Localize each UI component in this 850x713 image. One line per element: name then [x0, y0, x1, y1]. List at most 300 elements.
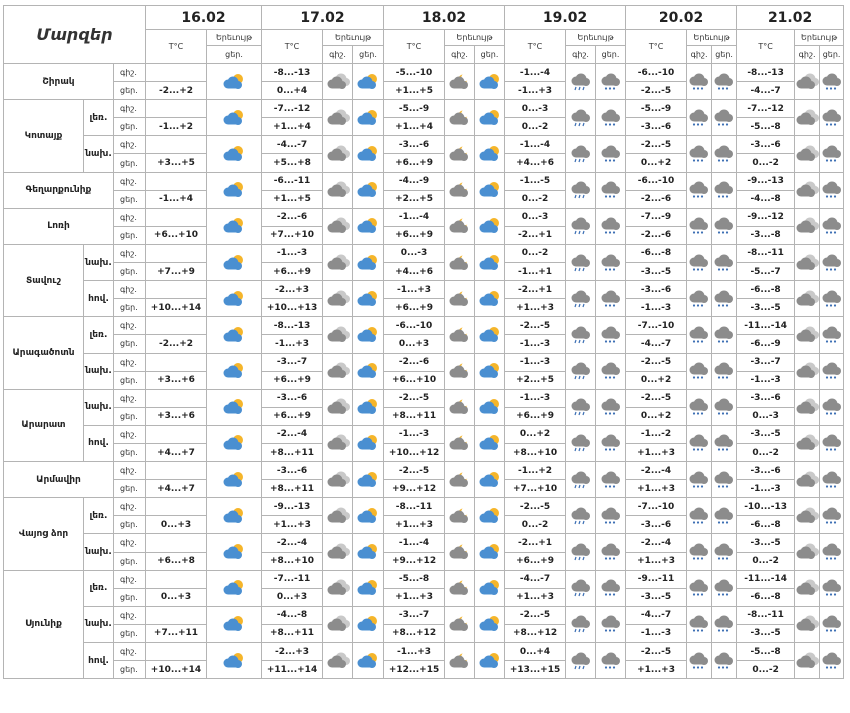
temp-value: -3...-5	[737, 624, 795, 642]
table-row	[4, 317, 844, 335]
period-label: գիշ.	[114, 281, 146, 299]
temp-value: -1...+3	[505, 82, 566, 100]
temp-value: 0...-3	[505, 208, 566, 226]
weather-icon-cell	[687, 244, 712, 280]
temp-value: -2...-5	[626, 82, 687, 100]
period-label: գիշ.	[114, 389, 146, 407]
weather-icon-cell	[820, 208, 844, 244]
temp-value: -7...-12	[262, 100, 323, 118]
weather-icon-cell	[207, 643, 262, 679]
dark-cloud-icon	[795, 471, 819, 489]
temp-value: -1...-3	[737, 371, 795, 389]
temp-value: -4...-7	[505, 570, 566, 588]
temp-value: -2...-4	[262, 425, 323, 443]
dark-cloud-icon	[326, 579, 350, 597]
temp-value: -3...-5	[626, 263, 687, 281]
region-name: Սյունիք	[4, 570, 84, 679]
weather-icon-cell	[475, 100, 505, 136]
temp-value: -1...+2	[505, 462, 566, 480]
weather-icon-cell	[323, 353, 353, 389]
temp-value	[146, 462, 207, 480]
sun-cloud-icon	[356, 543, 380, 561]
temp-value: 0...-3	[384, 244, 445, 262]
weather-icon-cell	[207, 136, 262, 172]
weather-icon-cell	[475, 389, 505, 425]
weather-icon-cell	[687, 208, 712, 244]
temp-value: -3...-5	[737, 534, 795, 552]
weather-icon-cell	[596, 136, 626, 172]
temp-value: -6...-10	[384, 317, 445, 335]
weather-icon-cell	[566, 281, 596, 317]
temp-value: -7...-12	[737, 100, 795, 118]
temp-value: -3...-6	[737, 389, 795, 407]
weather-icon-cell	[596, 317, 626, 353]
cloud-snow-icon	[712, 471, 736, 489]
temp-value: +10...+13	[262, 299, 323, 317]
temp-value: -4...-7	[626, 606, 687, 624]
weather-icon-cell	[596, 100, 626, 136]
weather-icon-cell	[820, 534, 844, 570]
temp-value: 0...-2	[505, 516, 566, 534]
zone-name: լեռ.	[84, 570, 114, 606]
temp-value: +1...+3	[384, 588, 445, 606]
temp-value: -5...-8	[737, 643, 795, 661]
temp-value: -2...-5	[505, 498, 566, 516]
zone-name: հով.	[84, 643, 114, 679]
cloud-snow-icon	[599, 398, 623, 416]
temp-value: 0...+2	[626, 407, 687, 425]
sun-cloud-icon	[222, 181, 246, 199]
period-label: ցեր.	[114, 661, 146, 679]
temp-value	[146, 244, 207, 262]
period-label: ցեր.	[114, 407, 146, 425]
weather-icon-cell	[712, 389, 737, 425]
dark-cloud-icon	[795, 398, 819, 416]
temp-value: -1...+1	[505, 263, 566, 281]
weather-icon-cell	[687, 643, 712, 679]
temp-value: -1...-4	[384, 208, 445, 226]
sun-cloud-icon	[478, 615, 502, 633]
period-label: ցեր.	[114, 299, 146, 317]
temp-value: 0...-2	[505, 118, 566, 136]
period-label: ցեր.	[114, 226, 146, 244]
sun-cloud-icon	[222, 434, 246, 452]
weather-icon-cell	[207, 100, 262, 136]
moon-cloud-icon	[448, 398, 472, 416]
weather-icon-cell	[795, 100, 820, 136]
sun-cloud-icon	[478, 579, 502, 597]
weather-icon-cell	[795, 534, 820, 570]
temp-label: T°C	[626, 30, 687, 64]
weather-icon-cell	[596, 64, 626, 100]
temp-value: -6...-10	[626, 172, 687, 190]
weather-icon-cell	[820, 606, 844, 642]
temp-value: 0...+3	[262, 588, 323, 606]
temp-value: +3...+6	[146, 371, 207, 389]
weather-icon-cell	[323, 208, 353, 244]
weather-icon-cell	[353, 425, 384, 461]
temp-value	[146, 643, 207, 661]
weather-icon-cell	[323, 606, 353, 642]
sun-cloud-icon	[478, 434, 502, 452]
temp-value: -7...-9	[626, 208, 687, 226]
period-night-label: գիշ.	[566, 46, 596, 64]
period-label: գիշ.	[114, 244, 146, 262]
moon-cloud-icon	[448, 254, 472, 272]
temp-value: -6...-8	[626, 244, 687, 262]
cloud-snow-icon	[820, 543, 844, 561]
weather-icon-cell	[795, 353, 820, 389]
temp-value: -2...+1	[505, 534, 566, 552]
weather-icon-cell	[475, 353, 505, 389]
weather-icon-cell	[475, 643, 505, 679]
temp-value: -4...-7	[737, 82, 795, 100]
weather-icon-cell	[687, 389, 712, 425]
cloud-snow-icon	[712, 145, 736, 163]
cloud-snow-icon	[820, 507, 844, 525]
temp-value: -4...-8	[737, 190, 795, 208]
weather-icon-cell	[795, 425, 820, 461]
weather-icon-cell	[795, 498, 820, 534]
cloud-snow-icon	[687, 326, 711, 344]
cloud-snow-icon	[687, 73, 711, 91]
weather-icon-cell	[207, 281, 262, 317]
weather-icon-cell	[323, 570, 353, 606]
period-label: ցեր.	[114, 190, 146, 208]
dark-cloud-icon	[795, 181, 819, 199]
cloud-snow-icon	[687, 434, 711, 452]
temp-value	[146, 64, 207, 82]
dark-cloud-icon	[795, 217, 819, 235]
weather-icon-cell	[353, 208, 384, 244]
temp-value	[146, 100, 207, 118]
weather-label: Երեւույթ	[687, 30, 737, 46]
cloud-snow-icon	[712, 254, 736, 272]
temp-value: -2...-4	[626, 534, 687, 552]
weather-icon-cell	[687, 136, 712, 172]
cloud-snow-icon	[820, 290, 844, 308]
period-label: ցեր.	[114, 516, 146, 534]
period-label: ցեր.	[114, 480, 146, 498]
weather-icon-cell	[445, 64, 475, 100]
period-label: ցեր.	[114, 624, 146, 642]
temp-value: -8...-11	[737, 244, 795, 262]
forecast-table	[3, 5, 844, 679]
weather-icon-cell	[820, 389, 844, 425]
temp-value: -2...+2	[146, 335, 207, 353]
weather-icon-cell	[820, 425, 844, 461]
table-row	[4, 136, 844, 154]
cloud-snow-icon	[687, 471, 711, 489]
cloud-snow-icon	[687, 543, 711, 561]
weather-icon-cell	[795, 172, 820, 208]
temp-value: -3...-7	[384, 606, 445, 624]
dark-cloud-icon	[795, 507, 819, 525]
cloud-snow-icon	[712, 579, 736, 597]
dark-cloud-icon	[795, 73, 819, 91]
temp-value: -3...-6	[384, 136, 445, 154]
temp-value: -5...-8	[737, 118, 795, 136]
temp-value: +6...+9	[262, 371, 323, 389]
weather-icon-cell	[596, 570, 626, 606]
temp-value: -1...-3	[505, 389, 566, 407]
cloud-snow-icon	[599, 326, 623, 344]
cloud-rain-icon	[569, 615, 593, 633]
weather-icon-cell	[712, 643, 737, 679]
sun-cloud-icon	[356, 579, 380, 597]
temp-value: -3...-6	[737, 136, 795, 154]
weather-icon-cell	[596, 498, 626, 534]
weather-icon-cell	[323, 100, 353, 136]
temp-value: +7...+9	[146, 263, 207, 281]
cloud-snow-icon	[712, 290, 736, 308]
temp-value: -2...-6	[384, 353, 445, 371]
weather-icon-cell	[445, 281, 475, 317]
temp-value: +10...+12	[384, 443, 445, 461]
weather-icon-cell	[712, 570, 737, 606]
temp-value: +9...+12	[384, 480, 445, 498]
weather-icon-cell	[323, 172, 353, 208]
zone-name: նախ.	[84, 353, 114, 389]
temp-value: +13...+15	[505, 661, 566, 679]
cloud-rain-icon	[569, 145, 593, 163]
table-row	[4, 534, 844, 552]
dark-cloud-icon	[795, 145, 819, 163]
cloud-snow-icon	[712, 615, 736, 633]
temp-value	[146, 389, 207, 407]
weather-icon-cell	[712, 462, 737, 498]
cloud-snow-icon	[599, 362, 623, 380]
temp-value: -2...-4	[626, 462, 687, 480]
temp-value: +8...+11	[262, 443, 323, 461]
period-day-label: ցեր.	[207, 46, 262, 64]
sun-cloud-icon	[478, 362, 502, 380]
weather-icon-cell	[820, 281, 844, 317]
weather-icon-cell	[207, 64, 262, 100]
weather-icon-cell	[353, 172, 384, 208]
temp-value: +7...+11	[146, 624, 207, 642]
weather-icon-cell	[712, 64, 737, 100]
temp-value	[146, 317, 207, 335]
temp-value: +6...+10	[146, 226, 207, 244]
temp-value: -5...-10	[384, 64, 445, 82]
temp-value: -1...-3	[626, 299, 687, 317]
temp-value: -2...-5	[626, 353, 687, 371]
zone-name: հով.	[84, 425, 114, 461]
dark-cloud-icon	[795, 652, 819, 670]
weather-icon-cell	[596, 208, 626, 244]
cloud-snow-icon	[599, 217, 623, 235]
weather-icon-cell	[795, 281, 820, 317]
temp-value: 0...-2	[505, 190, 566, 208]
moon-cloud-icon	[448, 326, 472, 344]
weather-icon-cell	[820, 462, 844, 498]
weather-icon-cell	[475, 172, 505, 208]
weather-icon-cell	[795, 570, 820, 606]
temp-value: -2...-5	[505, 317, 566, 335]
weather-icon-cell	[566, 570, 596, 606]
cloud-snow-icon	[687, 652, 711, 670]
weather-icon-cell	[475, 425, 505, 461]
temp-value: +11...+14	[262, 661, 323, 679]
cloud-snow-icon	[712, 652, 736, 670]
temp-value: +7...+10	[262, 226, 323, 244]
weather-icon-cell	[445, 534, 475, 570]
weather-icon-cell	[566, 425, 596, 461]
weather-icon-cell	[596, 244, 626, 280]
weather-icon-cell	[323, 498, 353, 534]
weather-icon-cell	[820, 643, 844, 679]
dark-cloud-icon	[795, 434, 819, 452]
weather-icon-cell	[445, 172, 475, 208]
region-name: Արագածոտն	[4, 317, 84, 389]
temp-value: +6...+9	[505, 407, 566, 425]
weather-icon-cell	[353, 317, 384, 353]
temp-value: -1...-2	[626, 425, 687, 443]
date-header: 19.02	[505, 6, 626, 30]
temp-label: T°C	[505, 30, 566, 64]
temp-value: +6...+10	[384, 371, 445, 389]
temp-value: +6...+8	[146, 552, 207, 570]
weather-icon-cell	[687, 606, 712, 642]
temp-value: -2...+1	[505, 226, 566, 244]
weather-icon-cell	[323, 281, 353, 317]
cloud-snow-icon	[599, 181, 623, 199]
weather-icon-cell	[323, 462, 353, 498]
sun-cloud-icon	[356, 109, 380, 127]
temp-value: -9...-12	[737, 208, 795, 226]
cloud-rain-icon	[569, 290, 593, 308]
temp-value: +3...+6	[146, 407, 207, 425]
weather-icon-cell	[566, 353, 596, 389]
weather-label: Երեւույթ	[207, 30, 262, 46]
cloud-rain-icon	[569, 254, 593, 272]
temp-value: -5...-9	[384, 100, 445, 118]
weather-icon-cell	[475, 317, 505, 353]
weather-icon-cell	[323, 389, 353, 425]
period-label: գիշ.	[114, 208, 146, 226]
dark-cloud-icon	[795, 579, 819, 597]
weather-icon-cell	[353, 100, 384, 136]
temp-value: 0...-2	[737, 552, 795, 570]
weather-icon-cell	[445, 317, 475, 353]
cloud-snow-icon	[599, 471, 623, 489]
dark-cloud-icon	[326, 543, 350, 561]
weather-icon-cell	[596, 389, 626, 425]
sun-cloud-icon	[356, 652, 380, 670]
cloud-snow-icon	[687, 362, 711, 380]
weather-icon-cell	[712, 317, 737, 353]
cloud-snow-icon	[599, 507, 623, 525]
weather-icon-cell	[566, 498, 596, 534]
temp-value: -5...-7	[737, 263, 795, 281]
weather-icon-cell	[712, 281, 737, 317]
weather-icon-cell	[353, 570, 384, 606]
table-row	[4, 244, 844, 262]
temp-value: -2...-5	[626, 389, 687, 407]
cloud-snow-icon	[820, 217, 844, 235]
temp-value: +1...+3	[626, 552, 687, 570]
temp-value: -8...-11	[384, 498, 445, 516]
weather-icon-cell	[207, 244, 262, 280]
weather-icon-cell	[207, 462, 262, 498]
dark-cloud-icon	[326, 326, 350, 344]
temp-value	[146, 425, 207, 443]
region-name: Գեղարքունիք	[4, 172, 114, 208]
weather-icon-cell	[712, 136, 737, 172]
temp-value: +8...+12	[384, 624, 445, 642]
temp-value: 0...+2	[626, 154, 687, 172]
cloud-snow-icon	[687, 181, 711, 199]
sun-cloud-icon	[356, 434, 380, 452]
period-day-label: ցեր.	[353, 46, 384, 64]
sun-cloud-icon	[222, 398, 246, 416]
sun-cloud-icon	[478, 543, 502, 561]
temp-value: -1...-3	[737, 480, 795, 498]
period-day-label: ցեր.	[596, 46, 626, 64]
temp-value: -6...-8	[737, 281, 795, 299]
weather-icon-cell	[687, 281, 712, 317]
weather-icon-cell	[475, 136, 505, 172]
temp-value: -5...-9	[626, 100, 687, 118]
sun-cloud-icon	[222, 543, 246, 561]
weather-icon-cell	[475, 244, 505, 280]
temp-value: -2...-5	[626, 643, 687, 661]
moon-cloud-icon	[448, 362, 472, 380]
region-name: Վայոց ձոր	[4, 498, 84, 570]
weather-icon-cell	[353, 498, 384, 534]
weather-icon-cell	[353, 643, 384, 679]
temp-value: -8...-13	[262, 64, 323, 82]
weather-icon-cell	[475, 64, 505, 100]
period-label: գիշ.	[114, 425, 146, 443]
weather-icon-cell	[445, 244, 475, 280]
moon-cloud-icon	[448, 109, 472, 127]
zone-name: նախ.	[84, 244, 114, 280]
table-row	[4, 425, 844, 443]
weather-icon-cell	[323, 317, 353, 353]
temp-value: -4...-9	[384, 172, 445, 190]
regions-header: Մարզեր	[4, 6, 146, 64]
weather-icon-cell	[353, 534, 384, 570]
temp-value: -4...-7	[626, 335, 687, 353]
temp-value: -6...-10	[626, 64, 687, 82]
temp-value: +5...+8	[262, 154, 323, 172]
cloud-rain-icon	[569, 217, 593, 235]
temp-value: -2...-5	[384, 462, 445, 480]
cloud-snow-icon	[599, 73, 623, 91]
table-row	[4, 498, 844, 516]
cloud-snow-icon	[599, 652, 623, 670]
temp-value: -1...-4	[384, 534, 445, 552]
period-label: գիշ.	[114, 317, 146, 335]
temp-value	[146, 606, 207, 624]
weather-icon-cell	[687, 425, 712, 461]
temp-value: -3...-6	[626, 281, 687, 299]
cloud-snow-icon	[712, 507, 736, 525]
cloud-snow-icon	[712, 434, 736, 452]
sun-cloud-icon	[356, 290, 380, 308]
weather-icon-cell	[712, 606, 737, 642]
weather-icon-cell	[687, 462, 712, 498]
temp-value: -1...+4	[146, 190, 207, 208]
weather-icon-cell	[323, 244, 353, 280]
period-day-label: ցեր.	[820, 46, 844, 64]
temp-value: -2...+1	[505, 281, 566, 299]
weather-icon-cell	[687, 100, 712, 136]
temp-value: -2...+2	[146, 82, 207, 100]
temp-value: 0...+3	[146, 516, 207, 534]
